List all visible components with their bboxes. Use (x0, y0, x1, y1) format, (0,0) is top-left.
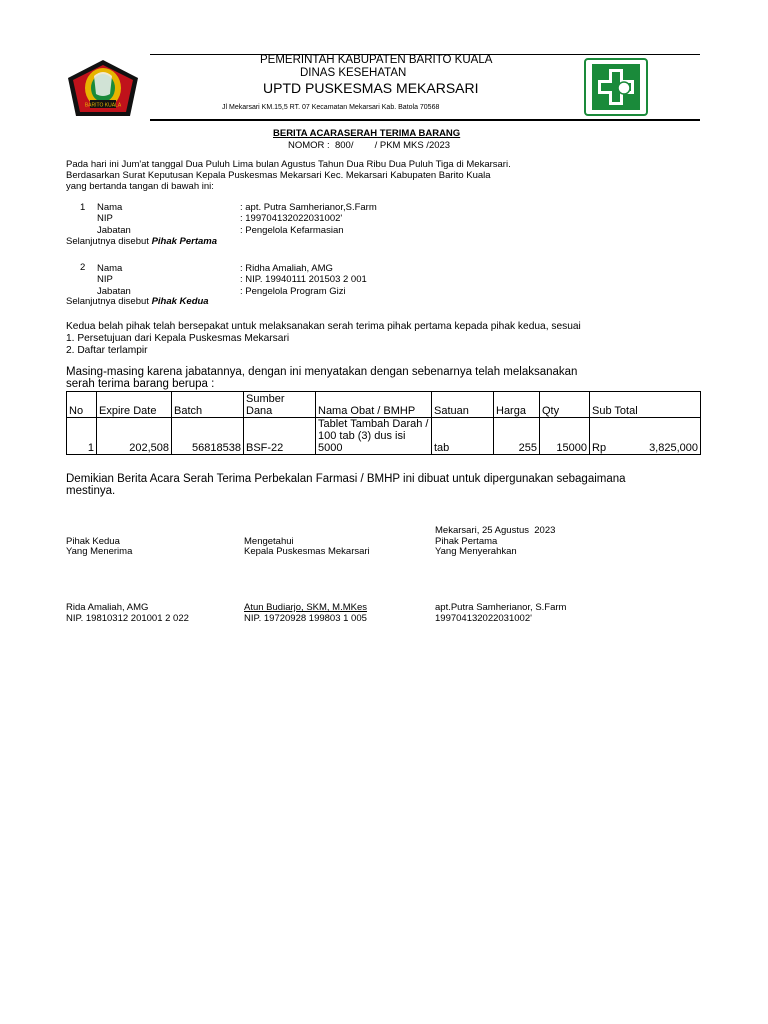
col-sumber: Sumber Dana (244, 392, 316, 418)
signature-place-date: Mekarsari, 25 Agustus 2023 (435, 525, 556, 536)
party2-nip: : NIP. 19940111 201503 2 001 (240, 274, 367, 285)
header-government: PEMERINTAH KABUPATEN BARITO KUALA (260, 54, 493, 66)
party1-nip-label: NIP (97, 213, 113, 224)
svg-text:BARITO KUALA: BARITO KUALA (84, 102, 122, 109)
col-no: No (67, 392, 97, 418)
signature-kedua-nip: NIP. 19810312 201001 2 022 (66, 613, 189, 624)
agreement-line-1: Kedua belah pihak telah bersepakat untuk melaksanakan serah terima pihak pertama kepada pihak kedua, sesuai (66, 321, 581, 332)
intro-line-3: yang bertanda tangan di bawah ini: (66, 181, 214, 192)
party2-role: Pihak Kedua (151, 296, 209, 307)
signature-pertama-nip: 199704132022031002' (435, 613, 532, 624)
cell-subtotal (590, 418, 701, 455)
signature-mengetahui-name: Atun Budiarjo, SKM, M.MKes (244, 602, 368, 613)
cell-sumber: BSF-22 (244, 418, 316, 455)
party1-nama-label: Nama (97, 202, 123, 213)
col-harga: Harga (494, 392, 540, 418)
cell-qty: 15000 (540, 418, 590, 455)
cell-satuan: tab (432, 418, 494, 455)
party2-jabatan: : Pengelola Program Gizi (240, 286, 346, 297)
header-puskesmas: UPTD PUSKESMAS MEKARSARI (263, 80, 479, 96)
signature-mengetahui-nip: NIP. 19720928 199803 1 005 (244, 613, 367, 624)
party2-designation: Selanjutnya disebut Pihak Kedua (66, 296, 209, 307)
col-batch: Batch (172, 392, 244, 418)
party1-number: 1 (80, 202, 86, 213)
document-title: BERITA ACARASERAH TERIMA BARANG (273, 128, 461, 139)
signature-kedua-sub: Yang Menerima (66, 546, 133, 557)
table-row (67, 418, 701, 455)
signature-pertama-sub: Yang Menyerahkan (435, 546, 517, 557)
party1-designation: Selanjutnya disebut Pihak Pertama (66, 236, 218, 247)
agreement-line-2: 1. Persetujuan dari Kepala Puskesmas Mekarsari (66, 333, 290, 344)
agreement-line-3: 2. Daftar terlampir (66, 345, 148, 356)
statement-line-1: Masing-masing karena jabatannya, dengan ini menyatakan dengan sebenarnya telah melaksanakan (66, 366, 578, 378)
cell-expire: 202,508 (97, 418, 172, 455)
party2-nama-label: Nama (97, 263, 123, 274)
party2-jabatan-label: Jabatan (97, 286, 131, 297)
party1-nip: : 199704132022031002' (240, 213, 343, 224)
signature-pertama-name: apt.Putra Samherianor, S.Farm (435, 602, 567, 613)
cell-no: 1 (67, 418, 97, 455)
intro-line-2: Berdasarkan Surat Keputusan Kepala Puskesmas Mekarsari Kec. Mekarsari Kabupaten Barito Kuala (66, 170, 491, 181)
items-table (66, 391, 701, 455)
header-address: Jl Mekarsari KM.15,5 RT. 07 Kecamatan Mekarsari Kab. Batola 70568 (222, 104, 440, 111)
signature-kedua-name: Rida Amaliah, AMG (66, 602, 149, 613)
col-nama: Nama Obat / BMHP (316, 392, 432, 418)
header-bottom-rule (150, 119, 700, 121)
signature-kedua-role: Pihak Kedua (66, 536, 120, 547)
intro-line-1: Pada hari ini Jum'at tanggal Dua Puluh Lima bulan Agustus Tahun Dua Ribu Dua Puluh Tiga di Mekarsari. (66, 159, 511, 170)
header-department: DINAS KESEHATAN (300, 67, 407, 79)
party1-role: Pihak Pertama (151, 236, 218, 247)
signature-mengetahui-sub: Kepala Puskesmas Mekarsari (244, 546, 370, 557)
cell-nama: Tablet Tambah Darah / 100 tab (3) dus isi 5000 (316, 418, 432, 455)
party1-jabatan: : Pengelola Kefarmasian (240, 225, 344, 236)
col-qty: Qty (540, 392, 590, 418)
cell-currency: Rp (592, 442, 607, 454)
cell-harga: 255 (494, 418, 540, 455)
party2-nip-label: NIP (97, 274, 113, 285)
signature-mengetahui-role: Mengetahui (244, 536, 294, 547)
col-subtotal: Sub Total (590, 392, 701, 418)
closing-line-1: Demikian Berita Acara Serah Terima Perbekalan Farmasi / BMHP ini dibuat untuk dipergunakan sebagaimana (66, 473, 626, 485)
health-cross-logo-icon (584, 58, 648, 116)
party1-nama: : apt. Putra Samherianor,S.Farm (240, 202, 377, 213)
table-header-row (67, 392, 701, 418)
party1-jabatan-label: Jabatan (97, 225, 131, 236)
party2-nama: : Ridha Amaliah, AMG (240, 263, 333, 274)
barito-kuala-emblem-icon (66, 58, 140, 120)
party2-number: 2 (80, 262, 86, 273)
cell-batch: 56818538 (172, 418, 244, 455)
col-satuan: Satuan (432, 392, 494, 418)
signature-pertama-role: Pihak Pertama (435, 536, 498, 547)
cell-subtotal-value: 3,825,000 (649, 442, 698, 454)
statement-line-2: serah terima barang berupa : (66, 378, 215, 390)
col-expire: Expire Date (97, 392, 172, 418)
closing-line-2: mestinya. (66, 485, 116, 497)
document-number: NOMOR : 800/ / PKM MKS /2023 (288, 140, 451, 151)
